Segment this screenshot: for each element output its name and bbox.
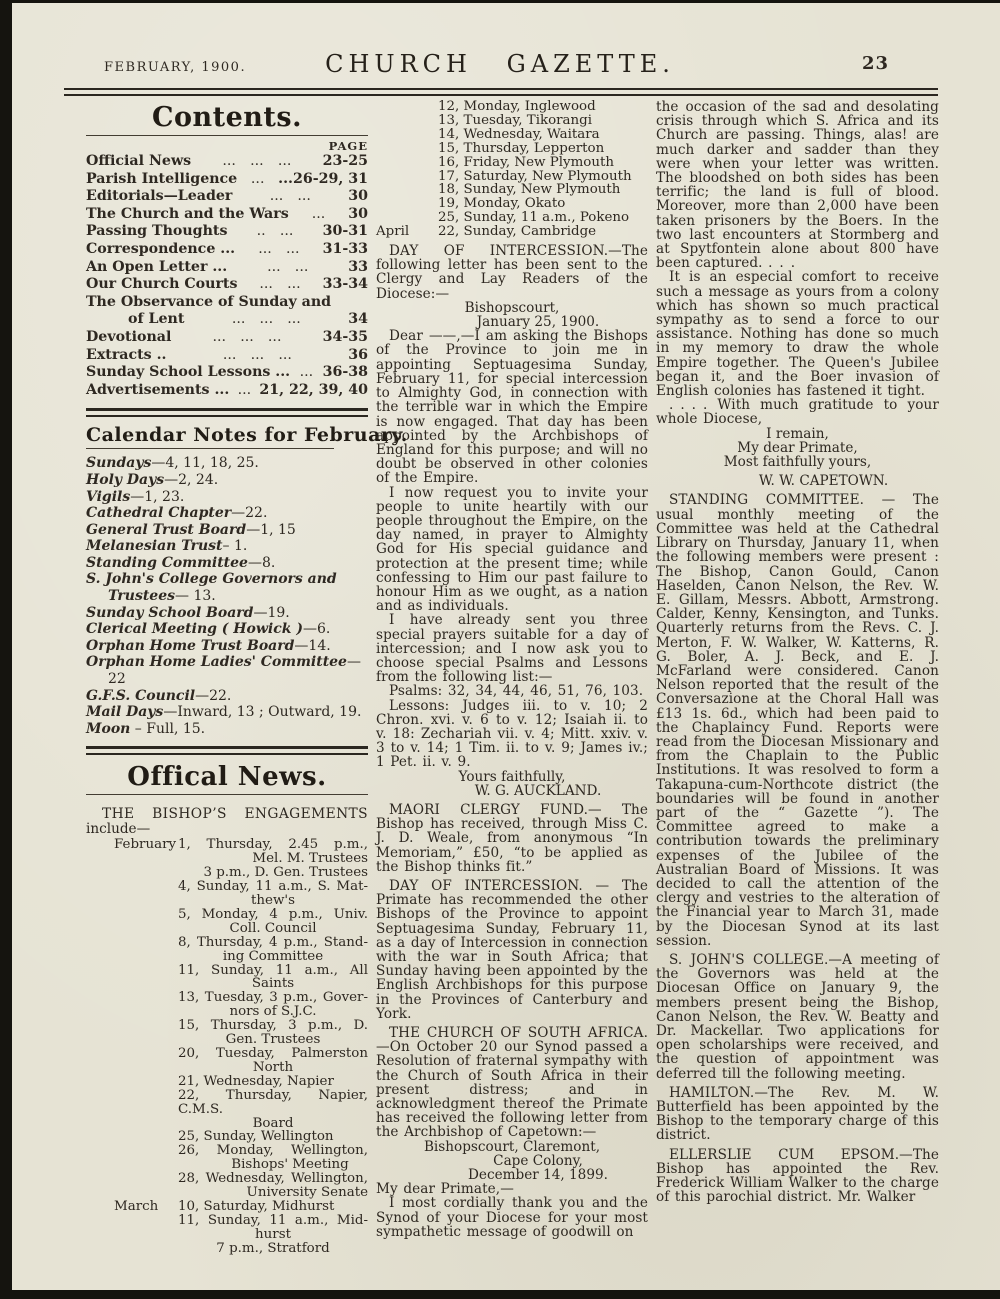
scan-edge-left bbox=[0, 0, 12, 1299]
contents-row bbox=[86, 259, 368, 277]
engagement-month bbox=[376, 170, 438, 184]
leader-dots: ... ... ... bbox=[222, 346, 292, 363]
engagement-month bbox=[114, 908, 178, 922]
engagement-line bbox=[376, 170, 648, 184]
column-middle bbox=[376, 100, 648, 1239]
engagement-month bbox=[114, 1089, 178, 1117]
engagement-line bbox=[86, 1214, 368, 1228]
page-number: 23 bbox=[862, 53, 890, 74]
contents-row bbox=[86, 171, 368, 189]
calendar-entry bbox=[86, 688, 368, 705]
engagement-month bbox=[114, 1144, 178, 1158]
engagement-text: 11, Sunday, 11 a.m., Mid- bbox=[178, 1212, 368, 1228]
contents-entry-title: of Lent bbox=[128, 311, 185, 328]
calendar-entry bbox=[86, 472, 368, 489]
engagement-text: 19, Monday, Okato bbox=[438, 196, 566, 212]
heading-rule bbox=[86, 794, 368, 795]
engagement-month bbox=[114, 894, 178, 908]
engagement-line bbox=[86, 1200, 368, 1214]
contents-row bbox=[86, 153, 368, 171]
contents-entry-title: Correspondence ... bbox=[86, 240, 236, 257]
calendar-entry-value: —22. bbox=[231, 505, 268, 522]
address-line: W. W. CAPETOWN. bbox=[758, 473, 889, 490]
contents-row bbox=[86, 382, 368, 400]
leader-dots: ... ... ... bbox=[231, 311, 301, 328]
engagement-text: 15, Thursday, Lepperton bbox=[438, 140, 605, 156]
engagement-line bbox=[376, 128, 648, 142]
contents-row bbox=[86, 347, 368, 365]
engagement-text: 4, Sunday, 11 a.m., S. Mat- bbox=[178, 879, 368, 895]
engagement-text: 16, Friday, New Plymouth bbox=[438, 154, 614, 170]
address-line: December 14, 1899. bbox=[468, 1167, 608, 1184]
engagement-line bbox=[86, 964, 368, 978]
article-paragraph: My dear Primate,— bbox=[376, 1181, 514, 1198]
contents-entry-page: 34 bbox=[348, 311, 368, 328]
contents-heading: Contents. bbox=[152, 102, 302, 133]
calendar-entry-value: —14. bbox=[294, 637, 331, 654]
engagement-text: 11, Sunday, 11 a.m., All bbox=[178, 962, 368, 978]
engagement-month bbox=[376, 197, 438, 211]
article-paragraph: I now request you to invite your people to unite heartily with our people throughout the Empire, on the day named, in prayer to Almighty God for His special guidance and protection at the present time; while confessing to Him our past failure to honour Him as we ought, as a nation and as individuals. bbox=[376, 484, 648, 615]
address-line: Bishopscourt, Claremont, bbox=[423, 1138, 601, 1155]
engagement-line bbox=[86, 1033, 368, 1047]
contents-entry-page: 23-25 bbox=[322, 153, 368, 169]
engagement-month bbox=[114, 1005, 178, 1019]
contents-entry-title: Editorials—Leader bbox=[86, 188, 233, 205]
engagement-month bbox=[376, 142, 438, 156]
engagement-line bbox=[86, 838, 368, 852]
engagement-line bbox=[86, 908, 368, 922]
engagement-line bbox=[86, 1242, 368, 1256]
heading-rule bbox=[86, 135, 368, 136]
engagement-month bbox=[376, 100, 438, 114]
calendar-entry bbox=[86, 621, 368, 638]
engagement-month bbox=[114, 1019, 178, 1033]
contents-entry-title: Extracts .. bbox=[86, 346, 167, 363]
right-articles bbox=[656, 100, 939, 1204]
address-line: Bishopscourt, bbox=[464, 299, 560, 316]
calendar-entry-label: Moon bbox=[86, 720, 131, 737]
engagement-month bbox=[114, 880, 178, 894]
engagement-line bbox=[376, 156, 648, 170]
engagement-line bbox=[86, 991, 368, 1005]
engagement-text: 25, Sunday, Wellington bbox=[178, 1129, 334, 1145]
engagement-text: 10, Saturday, Midhurst bbox=[178, 1198, 335, 1214]
contents-row bbox=[86, 364, 368, 382]
engagement-line bbox=[86, 977, 368, 991]
section-divider bbox=[86, 746, 368, 755]
engagement-month bbox=[114, 964, 178, 978]
leader-dots: ... ... bbox=[267, 258, 309, 275]
engagement-text: nors of S.J.C. bbox=[229, 1004, 317, 1020]
calendar-entry bbox=[86, 654, 368, 687]
contents-entry-page: ...26-29, 31 bbox=[278, 170, 368, 187]
address-line: I remain, bbox=[766, 425, 829, 442]
article-paragraph: S. JOHN'S COLLEGE.—A meeting of the Governors was held at the Diocesan Office on January 9, the members present being the Bishop, Canon Nelson, the Rev. W. Beatty and Dr. Mackellar. Two applications for open scholarships were received, and the question of appointment was deferred till the following meeting. bbox=[656, 951, 939, 1082]
engagement-text: 21, Wednesday, Napier bbox=[178, 1073, 334, 1089]
leader-dots: ... ... bbox=[259, 276, 301, 293]
engagement-line bbox=[376, 183, 648, 197]
engagements-title: THE BISHOP’S ENGAGEMENTS bbox=[102, 806, 368, 823]
article-paragraph: DAY OF INTERCESSION.—The following letter has been sent to the Clergy and Lay Readers of the Diocese:— bbox=[376, 243, 648, 302]
leader-dots: ... bbox=[299, 364, 314, 381]
engagement-line bbox=[376, 100, 648, 114]
engagement-text: 13, Tuesday, 3 p.m., Gover- bbox=[178, 990, 368, 1006]
contents-entry-title: The Church and the Wars bbox=[86, 205, 289, 222]
engagement-line bbox=[86, 1117, 368, 1131]
engagement-month bbox=[114, 1172, 178, 1186]
calendar-entry-label: General Trust Board bbox=[86, 521, 247, 538]
calendar-entry-value: — 13. bbox=[175, 588, 216, 605]
contents-entry-page: 33 bbox=[348, 258, 368, 275]
article-paragraph: DAY OF INTERCESSION. — The Primate has recommended the other Bishops of the Province to appoint Septuagesima Sunday, February 11, as a day of Intercession in connection with the war in South Africa; that Sunday having been appointed by the English Archbishops for this purpose in the Provinces of Canterbury and York. bbox=[376, 878, 648, 1022]
calendar-entry-label: Clerical Meeting ( Howick ) bbox=[86, 621, 303, 638]
issue-date: FEBRUARY, 1900. bbox=[104, 60, 247, 75]
address-line: Cape Colony, bbox=[493, 1152, 583, 1169]
article-paragraph: HAMILTON.—The Rev. M. W. Butterfield has been appointed by the Bishop to the temporary charge of this district. bbox=[656, 1084, 939, 1144]
scan-edge-bottom bbox=[0, 1290, 1000, 1299]
contents-entry-title: Our Church Courts bbox=[86, 276, 238, 293]
calendar-entry-value: —6. bbox=[302, 621, 331, 638]
engagement-text: North bbox=[252, 1059, 294, 1075]
engagement-month bbox=[114, 1047, 178, 1061]
engagement-month bbox=[376, 128, 438, 142]
contents-entry-title: Devotional bbox=[86, 328, 172, 345]
engagement-month bbox=[114, 1158, 178, 1172]
leader-dots: ... bbox=[311, 205, 326, 222]
calendar-entry bbox=[86, 489, 368, 506]
engagement-text: 15, Thursday, 3 p.m., D. bbox=[178, 1018, 368, 1034]
contents-entry-page: 30 bbox=[348, 188, 368, 205]
calendar-entry-label: Mail Days bbox=[86, 704, 164, 721]
engagement-line bbox=[86, 1228, 368, 1242]
calendar-entry-value: —4, 11, 18, 25. bbox=[151, 455, 259, 472]
leader-dots: ... ... ... bbox=[212, 328, 282, 345]
calendar-entry-value: —2, 24. bbox=[164, 471, 219, 488]
contents-row bbox=[86, 329, 368, 347]
engagement-text: Saints bbox=[251, 976, 295, 992]
address-line: Yours faithfully, bbox=[458, 768, 566, 785]
calendar-entry-value: – Full, 15. bbox=[130, 720, 206, 737]
leader-dots: ... bbox=[237, 381, 252, 398]
engagement-month bbox=[114, 950, 178, 964]
contents-entry-title: Parish Intelligence bbox=[86, 170, 238, 187]
address-line: January 25, 1900. bbox=[476, 314, 600, 331]
leader-dots: ... ... ... bbox=[222, 153, 292, 169]
contents-entry-title: Official News bbox=[86, 153, 192, 169]
calendar-entry-label: Sundays bbox=[86, 455, 152, 472]
engagement-month bbox=[114, 1033, 178, 1047]
engagement-month bbox=[114, 977, 178, 991]
section-divider bbox=[86, 408, 368, 417]
calendar-entry-label: Cathedral Chapter bbox=[86, 505, 232, 522]
engagement-month bbox=[114, 1061, 178, 1075]
contents-entry-page: 30 bbox=[348, 205, 368, 222]
engagement-text: Board bbox=[252, 1115, 294, 1131]
engagement-text: 12, Monday, Inglewood bbox=[438, 99, 596, 114]
contents-entry-page: 36 bbox=[348, 346, 368, 363]
calendar-entry-value: —1, 15 bbox=[246, 521, 296, 538]
contents-entry-page: 34-35 bbox=[322, 328, 368, 345]
engagement-text: 20, Tuesday, Palmerston bbox=[178, 1046, 368, 1061]
calendar-entry-label: Standing Committee bbox=[86, 554, 248, 571]
engagement-text: 7 p.m., Stratford bbox=[216, 1240, 330, 1256]
engagement-month bbox=[114, 852, 178, 866]
heading-rule bbox=[86, 448, 334, 449]
contents-row bbox=[86, 294, 368, 312]
calendar-entry-value: – 1. bbox=[222, 538, 248, 555]
engagement-month bbox=[114, 991, 178, 1005]
engagement-line bbox=[86, 894, 368, 908]
column-right bbox=[656, 100, 939, 1204]
engagements-continued bbox=[376, 100, 648, 239]
calendar-entry bbox=[86, 455, 368, 472]
engagement-text: 14, Wednesday, Waitara bbox=[438, 126, 600, 142]
engagement-month: March bbox=[114, 1198, 159, 1214]
contents-entry-title: Advertisements ... bbox=[86, 381, 230, 398]
address-line: Most faithfully yours, bbox=[723, 454, 872, 471]
engagement-text: thew's bbox=[251, 893, 295, 909]
calendar-entry-value: —22 bbox=[108, 654, 361, 688]
contents-entry-page: 30-31 bbox=[322, 223, 368, 240]
engagement-month bbox=[114, 1130, 178, 1144]
engagement-line bbox=[86, 950, 368, 964]
scan-edge-top bbox=[0, 0, 1000, 3]
contents-row bbox=[86, 206, 368, 224]
calendar-entry bbox=[86, 505, 368, 522]
engagements-include: include— bbox=[86, 820, 151, 837]
contents-entry-page: 36-38 bbox=[322, 364, 368, 381]
calendar-entry bbox=[86, 555, 368, 572]
page-title: CHURCH GAZETTE. bbox=[325, 50, 675, 78]
calendar-entry-label: Melanesian Trust bbox=[86, 538, 223, 555]
contents-row bbox=[86, 188, 368, 206]
calendar-entry-value: —Inward, 13 ; Outward, 19. bbox=[163, 704, 362, 721]
engagement-text: University Senate bbox=[246, 1185, 368, 1201]
engagement-month bbox=[376, 211, 438, 225]
engagement-month bbox=[114, 1214, 178, 1228]
engagement-line bbox=[86, 922, 368, 936]
calendar-entry-label: Orphan Home Ladies' Committee bbox=[86, 654, 347, 671]
contents-entry-title: Sunday School Lessons ... bbox=[86, 364, 291, 381]
engagement-text: 13, Tuesday, Tikorangi bbox=[438, 112, 593, 128]
middle-articles bbox=[376, 244, 648, 1239]
engagement-month bbox=[114, 1075, 178, 1089]
engagement-line bbox=[86, 866, 368, 880]
engagement-text: 28, Wednesday, Wellington, bbox=[178, 1171, 368, 1187]
article-paragraph: MAORI CLERGY FUND.— The Bishop has received, through Miss C. J. D. Weale, from anonymous “In Memoriam,” £50, “to be applied as the Bishop thinks fit.” bbox=[376, 801, 648, 875]
article-paragraph: I most cordially thank you and the Synod of your Diocese for your most sympathetic message of goodwill on bbox=[376, 1195, 648, 1240]
engagement-line bbox=[86, 852, 368, 866]
calendar-entry bbox=[86, 571, 368, 604]
article-paragraph: the occasion of the sad and desolating crisis through which S. Africa and its Church are passing. Things, alas! are much darker and sadder than they were when your letter was written. The bloodshed on both sides has been terrific; the land is full of blood. Moreover, more than 2,000 have been taken prisoners by the Boers. In the two last encounters at Stormberg and at Spytfontein alone about 800 have been captured. . . . bbox=[656, 99, 939, 272]
article-paragraph: ELLERSLIE CUM EPSOM.—The Bishop has appointed the Rev. Frederick William Walker to the charge of this parochial district. Mr. Walker bbox=[656, 1146, 939, 1206]
engagement-month bbox=[114, 866, 178, 880]
engagement-month bbox=[376, 183, 438, 197]
engagement-month bbox=[376, 156, 438, 170]
contents-row bbox=[86, 223, 368, 241]
engagement-month: February bbox=[114, 837, 177, 853]
engagement-month bbox=[114, 936, 178, 950]
official-news-heading: Offical News. bbox=[127, 762, 327, 793]
engagement-line bbox=[376, 211, 648, 225]
calendar-entry-value: —19. bbox=[253, 604, 290, 621]
contents-row bbox=[86, 311, 368, 329]
engagement-text: 22, Thursday, Napier, C.M.S. bbox=[178, 1087, 368, 1117]
article-paragraph: I have already sent you three special prayers suitable for a day of intercession; and I now ask you to choose special Psalms and Lessons from the following list:— bbox=[376, 612, 648, 686]
calendar-entry bbox=[86, 704, 368, 721]
contents-entry-page: 33-34 bbox=[322, 276, 368, 293]
engagement-line bbox=[86, 1089, 368, 1117]
contents-entry-page: 21, 22, 39, 40 bbox=[259, 381, 368, 398]
article-paragraph: . . . . With much gratitude to your whole Diocese, bbox=[656, 397, 939, 428]
contents-page-label: PAGE bbox=[328, 139, 368, 153]
calendar-entry-value: —8. bbox=[247, 554, 276, 571]
engagement-text: Gen. Trustees bbox=[225, 1032, 321, 1048]
engagement-month bbox=[114, 1117, 178, 1131]
engagement-text: 8, Thursday, 4 p.m., Stand- bbox=[178, 934, 368, 950]
contents-row bbox=[86, 276, 368, 294]
engagement-line bbox=[86, 1005, 368, 1019]
contents-row bbox=[86, 241, 368, 259]
engagement-line bbox=[376, 114, 648, 128]
contents-entry-page: 31-33 bbox=[322, 240, 368, 257]
calendar-entry-label: G.F.S. Council bbox=[86, 687, 196, 704]
calendar-entry-label: Sunday School Board bbox=[86, 604, 254, 621]
engagement-line bbox=[86, 1158, 368, 1172]
calendar-list bbox=[86, 455, 368, 737]
header-rule bbox=[64, 88, 938, 96]
calendar-entry-label: S. John's College Governors and Trustees bbox=[86, 571, 337, 605]
contents-entry-title: Passing Thoughts bbox=[86, 223, 228, 240]
engagements-list bbox=[86, 838, 368, 1255]
engagement-month bbox=[376, 114, 438, 128]
engagement-text: Coll. Council bbox=[229, 920, 317, 936]
engagement-text: Bishops' Meeting bbox=[231, 1157, 349, 1173]
calendar-entry bbox=[86, 522, 368, 539]
engagement-month bbox=[114, 1242, 178, 1256]
contents-entry-title: An Open Letter ... bbox=[86, 258, 228, 275]
calendar-entry-value: —22. bbox=[195, 687, 232, 704]
article-paragraph: Psalms: 32, 34, 44, 46, 51, 76, 103. bbox=[389, 683, 644, 700]
engagement-text: 18, Sunday, New Plymouth bbox=[438, 182, 621, 198]
engagement-month bbox=[114, 922, 178, 936]
engagement-line bbox=[86, 1075, 368, 1089]
engagement-line bbox=[376, 142, 648, 156]
contents-entry-title: The Observance of Sunday and bbox=[86, 293, 332, 310]
engagement-line bbox=[86, 1172, 368, 1186]
calendar-entry bbox=[86, 638, 368, 655]
engagement-text: 3 p.m., D. Gen. Trustees bbox=[203, 865, 368, 881]
engagement-text: Mel. M. Trustees bbox=[252, 851, 368, 867]
calendar-entry bbox=[86, 721, 368, 738]
engagement-text: hurst bbox=[255, 1226, 291, 1242]
engagement-text: 5, Monday, 4 p.m., Univ. bbox=[178, 906, 368, 922]
engagement-line bbox=[86, 936, 368, 950]
leader-dots: ... ... bbox=[258, 240, 300, 257]
article-paragraph: THE CHURCH OF SOUTH AFRICA. —On October 20 our Synod passed a Resolution of fraternal sympathy with the Church of South Africa in their present distress; and in acknowledgment thereof the Primate has received the following letter from the Archbishop of Capetown:— bbox=[376, 1025, 648, 1141]
leader-dots: ... ... bbox=[269, 188, 311, 205]
address-line: My dear Primate, bbox=[737, 439, 858, 456]
calendar-entry-label: Orphan Home Trust Board bbox=[86, 637, 295, 654]
article-paragraph: Dear ——,—I am asking the Bishops of the Province to join me in appointing Septuagesima Sunday, February 11, for special intercession to Almighty God, in connection with the terrible war in which the Empire is now engaged. That day has been appointed by the Archbishops of England for this purpose; and will no doubt be observed in other colonies of the Empire. bbox=[376, 328, 648, 487]
calendar-entry-label: Vigils bbox=[86, 488, 131, 505]
engagement-line bbox=[86, 1186, 368, 1200]
leader-dots: ... bbox=[250, 170, 265, 187]
engagement-month bbox=[114, 1186, 178, 1200]
engagement-text: 22, Sunday, Cambridge bbox=[438, 224, 597, 240]
calendar-entry-label: Holy Days bbox=[86, 471, 165, 488]
calendar-entry bbox=[86, 605, 368, 622]
engagement-line bbox=[86, 1144, 368, 1158]
engagement-text: 17, Saturday, New Plymouth bbox=[438, 168, 632, 184]
article-paragraph: STANDING COMMITTEE. — The usual monthly meeting of the Committee was held at the Cathedral Library on Thursday, January 11, when the following members were present : The Bishop, Canon Gould, Canon Haselden, Canon Nelson, the Rev. W. E. Gillam, Messrs. Abbott, Armstrong. Calder, Kenny, Kensington, and Tunks. Quarterly returns from the Revs. C. J. Merton, F. W. Walker, W. Katterns, R. G. Boler, A. J. Beck, and E. J. McFarland were considered. Canon Nelson reported that the result of the Conversazione at the Choral Hall was £13 1s. 6d., which had been paid to the Chaplaincy Fund. Reports were read from the Diocesan Missionary and from the Chaplain to the Public Institutions. It was resolved to form a Takapuna-cum-Northcote district (the boundaries will be found in another part of the “ Gazette ”). The Committee agreed to make a contribution towards the preliminary expenses of the Jubilee of the Australian Board of Missions. It was decided to call the attention of the clergy and vestries to the alteration of the Financial year to March 31, made by the Diocesan Synod at its last session. bbox=[656, 492, 939, 949]
engagement-line bbox=[376, 197, 648, 211]
article-paragraph: It is an especial comfort to receive such a message as yours from a colony which has shown so much practical sympathy as to send a force to our assistance. Nothing has done so much in my memory to draw the whole Empire together. The Queen's Jubilee began it, and the Boer invasion of English colonies has fastened it tight. bbox=[656, 269, 939, 400]
engagement-line bbox=[86, 1130, 368, 1144]
engagement-text: ing Committee bbox=[222, 948, 324, 964]
leader-dots: .. ... bbox=[256, 223, 294, 240]
calendar-entry bbox=[86, 538, 368, 555]
address-line: W. G. AUCKLAND. bbox=[474, 782, 602, 799]
calendar-entry-value: —1, 23. bbox=[130, 488, 185, 505]
engagement-line bbox=[86, 1019, 368, 1033]
engagement-month: April bbox=[376, 224, 410, 240]
engagement-text: 1, Thursday, 2.45 p.m., bbox=[178, 837, 368, 853]
engagement-text: 26, Monday, Wellington, bbox=[178, 1143, 368, 1159]
engagement-line bbox=[86, 1061, 368, 1075]
calendar-heading: Calendar Notes for February. bbox=[86, 424, 408, 447]
engagement-line bbox=[86, 1047, 368, 1061]
engagement-line bbox=[376, 225, 648, 239]
contents-list bbox=[86, 153, 368, 399]
engagement-text: 25, Sunday, 11 a.m., Pokeno bbox=[438, 210, 630, 226]
article-paragraph: Lessons: Judges iii. to v. 10; 2 Chron. xvi. v. 6 to v. 12; Isaiah ii. to v. 18: Zechariah vii. v. 4; Mitt. xxiv. v. 3 to v. 14; 1 Tim. ii. to v. 9; James iv.; 1 Pet. ii. v. 9. bbox=[376, 697, 648, 771]
engagement-line bbox=[86, 880, 368, 894]
engagement-month bbox=[114, 1228, 178, 1242]
